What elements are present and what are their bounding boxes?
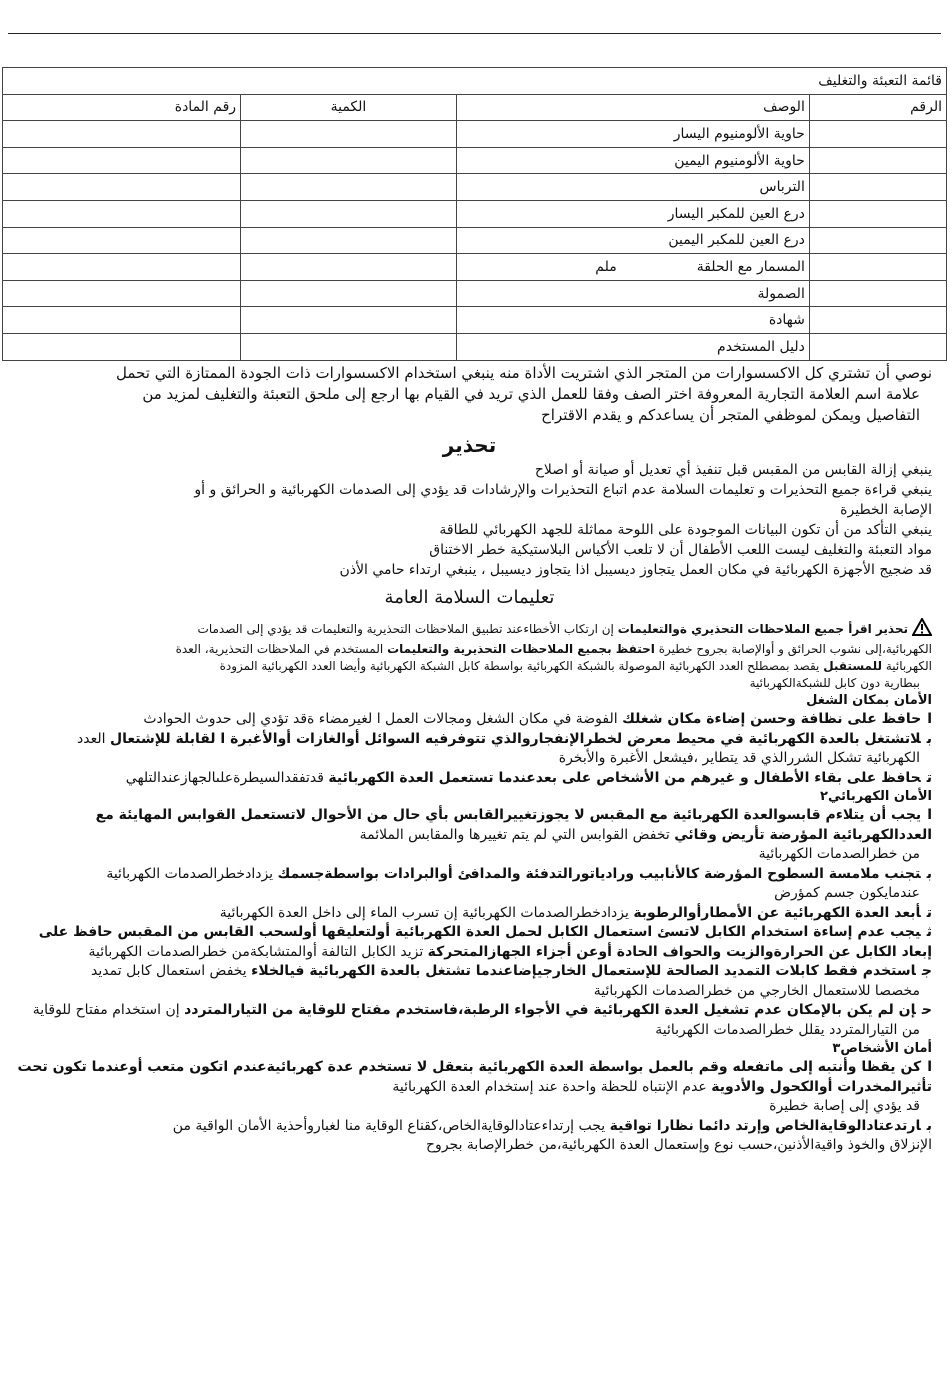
item-text: عدم الإنتباه للحظة واحدة عند إستخدام العدة الكهربائية [392, 1078, 707, 1095]
general-text: يقصد بمصطلح العدد الكهربائية الموصولة بالشبكة الكهربائية بواسطة كابل الشبكة الكهربائية وأيضا العدد الكهربائية المزودة [219, 659, 820, 673]
general-text: المستخدم في الملاحظات التحذيرية، العدة [175, 642, 384, 656]
list-item [7, 865, 932, 885]
list-item [7, 923, 932, 943]
item-label: ح [921, 1002, 932, 1018]
packing-list-title: قائمة التعبئة والتغليف [3, 68, 947, 95]
list-item [7, 1058, 932, 1078]
item-bold: حافظ على بقاء الأطفال و غيرهم من الأشخاص على بعدعندما تستعمل العدة الكهربائية [328, 769, 921, 786]
warning-triangle-icon [912, 618, 932, 641]
section-heading: أمان الأشخاص٣ [832, 1041, 932, 1056]
item-bold: إبعاد الكابل عن الحرارةوالزيت والحواف الحادة أوعن أجزاء الجهازالمتحركة [427, 943, 932, 960]
item-text: يجب إرتداءعتادالوقايةالخاص،كقناع الوقاية منا لغباروأحذية الأمان الواقية من [172, 1117, 606, 1134]
section-heading: الأمان بمكان الشغل [806, 693, 932, 708]
list-item [7, 962, 932, 982]
item-bold: حافظ على نظافة وحسن إضاءة مكان شغلك [622, 711, 922, 727]
item-bold: أبعد العدة الكهربائية عن الأمطارأوالرطوبة [633, 904, 921, 921]
table-row [3, 121, 947, 148]
item-label: ت [926, 769, 932, 786]
general-safety-title: تعليمات السلامة العامة [384, 587, 555, 608]
list-item [7, 730, 932, 750]
item-continuation [7, 826, 932, 846]
warning-line: ينبغي قراءة جميع التحذيرات و تعليمات السلامة عدم اتباع التحذيرات والإرشادات قد يؤدي إلى الصدمات الكهربائية و الحرائق و أو [194, 482, 932, 498]
row-desc: شهادة [456, 307, 809, 334]
item-text: يزدادخطرالصدمات الكهربائية إن تسرب الماء إلى داخل العدة الكهربائية [219, 904, 629, 921]
item-label: ث [926, 924, 932, 940]
header-num: الرقم [809, 94, 946, 121]
general-para [7, 618, 932, 641]
row-desc: حاوية الألومنيوم اليسار [456, 121, 809, 148]
item-continuation [7, 943, 932, 963]
table-row [3, 280, 947, 307]
item-continuation: الكهربائية تشكل الشررالذي قد يتطاير ،فيشعل الأغبرة والأبخرة [558, 750, 920, 766]
warning-line: الإصابة الخطيرة [840, 502, 932, 518]
item-bold: يجب أن يتلاءم قابسوالعدة الكهربائية مع المقبس لا يجوزتغييرالقابس بأي حال من الأحوال لاتستعمل القوابس المهايئة مع [95, 807, 922, 823]
table-row [3, 174, 947, 201]
item-continuation: الإنزلاق والخوذ واقيةالأذنين،حسب نوع وإستعمال العدة الكهربائية،من خطرالإصابة بجروح [426, 1137, 932, 1153]
header-desc: الوصف [456, 94, 809, 121]
item-text: تزيد الكابل التالفة أوالمتشابكةمن خطرالصدمات الكهربائية [88, 943, 424, 960]
warning-line: ينبغي التأكد من أن تكون البيانات الموجودة على اللوحة مماثلة للجهد الكهربائي للطاقة [439, 522, 932, 538]
table-row [3, 200, 947, 227]
list-item [7, 904, 932, 924]
list-item [7, 806, 932, 826]
row-desc: حاوية الألومنيوم اليمين [456, 147, 809, 174]
item-label: ج [921, 963, 932, 979]
general-text: الكهربائية [885, 659, 932, 673]
row-desc: درع العين للمكبر اليسار [456, 200, 809, 227]
item-bold: كن يقظا وأنتبه إلى ماتفعله وقم بالعمل بواسطة العدة الكهربائية بتعقل لا تستخدم عدة كهربائيةعندم اتكون متعب أوعندما تكون تحت [17, 1059, 922, 1075]
table-row [3, 254, 947, 281]
item-text: العدد [77, 730, 106, 747]
list-item [7, 1001, 932, 1021]
general-para [7, 658, 932, 675]
table-row [3, 227, 947, 254]
general-text: إن ارتكاب الأخطاءعند تطبيق الملاحظات التحذيرية والتعليمات قد يؤدي إلى الصدمات [197, 622, 614, 636]
general-warning-bold: تحذير اقرأ جميع الملاحظات التحذيري ةوالتعليمات [617, 622, 908, 636]
section-heading: الأمان الكهربائي٢ [820, 789, 932, 804]
table-row [3, 307, 947, 334]
warning-line: ينبغي إزالة القابس من المقبس قبل تنفيذ أي تعديل أو صيانة أو اصلاح [534, 462, 932, 478]
item-text: قدتفقدالسيطرةعلىالجهازعندالتلهي [125, 769, 324, 786]
item-label: ا [927, 711, 932, 727]
item-bold: تأثيرالمخدرات أوالكحول والأدوية [711, 1078, 932, 1095]
intro-line: علامة اسم العلامة التجارية المعروفة اختر الصف وفقا للعمل الذي تريد في القيام بها ارجع إلى ملحق التعبئة والتغليف لمزيد من [142, 385, 920, 403]
general-text: ببطارية دون كابل للشبكةالكهربائية [749, 676, 920, 690]
list-item [7, 769, 932, 789]
item-text: تخفض القوابس التي لم يتم تغييرها والمقابس الملائمة [359, 826, 670, 843]
general-para [7, 641, 932, 658]
row-desc-text: المسمار مع الحلقة [696, 258, 805, 275]
item-bold: يجب عدم إساءة استخدام الكابل لاتسئ استعمال الكابل لحمل العدة الكهربائية أولتعليقها أولسحب القابس من المقبس حافظ على [38, 924, 921, 940]
general-bold: احتفظ بجميع الملاحظات التحذيرية والتعليمات [387, 642, 655, 656]
top-rule [8, 33, 941, 34]
item-label: ب [926, 1117, 932, 1134]
item-bold: العددالكهربائية المؤرضة تأريض وقائي [674, 826, 932, 843]
list-item [7, 1117, 932, 1137]
item-continuation: مخصصا للاستعمال الخارجي من خطرالصدمات الكهربائية [593, 982, 920, 999]
row-desc: الصمولة [456, 280, 809, 307]
warning-title: تحذير [442, 433, 497, 457]
item-bold: إن لم يكن بالإمكان عدم تشغيل العدة الكهربائية في الأجواء الرطبة،فاستخدم مفتاح للوقاية من التيارالمتردد [184, 1002, 916, 1018]
header-qty: الكمية [241, 94, 457, 121]
item-text: يخفض استعمال كابل تمديد [91, 963, 247, 979]
intro-line: نوصي أن تشتري كل الاكسسوارات من المتجر الذي اشتريت الأداة منه ينبغي استخدام الاكسسوارات ذات الجودة الممتازة التي تحمل [116, 364, 932, 382]
item-continuation: قد يؤدي إلى إصابة خطيرة [769, 1098, 920, 1114]
header-item-no: رقم المادة [3, 94, 241, 121]
packing-list-header-row [3, 94, 947, 121]
general-bold: للمستقبل [823, 659, 882, 673]
table-row [3, 147, 947, 174]
packing-list-table [2, 67, 947, 361]
item-bold: ارتدعتادالوقايةالخاص وإرتد دائما نظارا تواقية [609, 1117, 921, 1134]
packing-list-title-row [3, 68, 947, 95]
row-desc: دليل المستخدم [456, 333, 809, 360]
warning-line: مواد التعبئة والتغليف ليست اللعب الأطفال أن لا تلعب الأكياس البلاستيكية خطر الاختناق [429, 542, 932, 558]
item-continuation [7, 1078, 932, 1098]
item-label: ت [926, 904, 932, 921]
item-continuation: من التيارالمتردد يقلل خطرالصدمات الكهربائية [655, 1021, 920, 1038]
item-text: إن استخدام مفتاح للوقاية [32, 1002, 180, 1018]
table-row [3, 333, 947, 360]
row-desc [456, 254, 809, 281]
item-continuation: عندمايكون جسم كمؤرض [774, 885, 920, 901]
item-bold: تجنب ملامسة السطوح المؤرضة كالأنابيب ورادياتورالتدفئة والمدافئ أوالبرادات بواسطةجسمك [277, 865, 921, 882]
item-text: الفوضة في مكان الشغل ومجالات العمل ا لغيرمضاء ةقد تؤدي إلى حدوث الحوادث [143, 711, 618, 727]
general-text: الكهربائية،إلى نشوب الحرائق و أوالإصابة بجروح خطيرة [658, 642, 932, 656]
item-bold: استخدم فقط كابلات التمديد الصالحة للإستعمال الخارجيإضاعندما تشتغل بالعدة الكهربائية فيالخلاء [251, 963, 916, 979]
item-label: ب [926, 730, 932, 747]
item-continuation: من خطرالصدمات الكهربائية [758, 846, 920, 862]
item-bold: لاتشتغل بالعدة الكهربائية في محيط معرض لخطرالإنفجاروالذي تتوفرفيه السوائل أوالغازات أوالأغبرة ا لقابلة للإشتعال [109, 730, 921, 747]
list-item [7, 710, 932, 730]
row-desc: درع العين للمكبر اليمين [456, 227, 809, 254]
unit-label: ملم [595, 258, 617, 275]
item-text: يزدادخطرالصدمات الكهربائية [106, 865, 274, 882]
intro-line: التفاصيل ويمكن لموظفي المتجر أن يساعدكم و يقدم الاقتراح [541, 406, 920, 424]
item-label: ا [927, 807, 932, 823]
item-label: ا [927, 1059, 932, 1075]
document-body [7, 363, 932, 1156]
item-label: ب [926, 865, 932, 882]
warning-line: قد ضجيج الأجهزة الكهربائية في مكان العمل يتجاوز ديسيبل اذا يتجاوز ديسيبل ، ينبغي ارتداء حامي الأذن [339, 562, 932, 578]
row-desc: الترباس [456, 174, 809, 201]
